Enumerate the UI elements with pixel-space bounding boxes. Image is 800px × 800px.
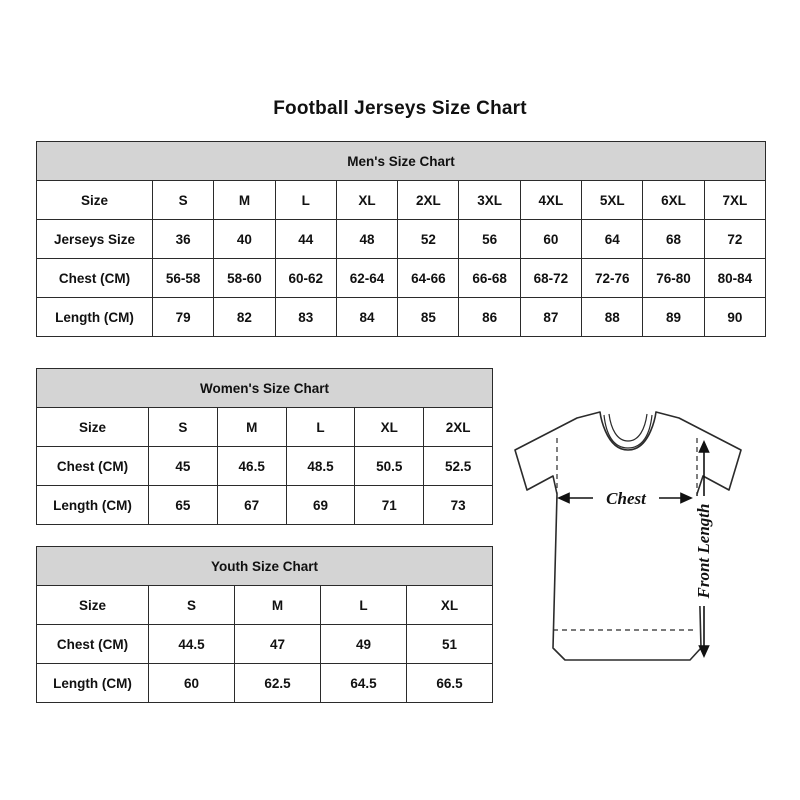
table-cell: 66.5 [407,664,493,703]
table-caption-row [37,369,493,408]
table-cell: 87 [520,298,581,337]
table-cell: 69 [286,486,355,525]
table-cell: 44.5 [149,625,235,664]
table-cell: 90 [704,298,765,337]
table-row [37,625,493,664]
column-header: L [275,181,336,220]
table-cell: 64 [582,220,643,259]
table-cell: 67 [217,486,286,525]
womens-size-chart-table [36,368,493,525]
table-cell: 48.5 [286,447,355,486]
table-cell: 66-68 [459,259,520,298]
row-header: Size [37,181,153,220]
row-header: Chest (CM) [37,447,149,486]
youth-size-chart-container [36,546,493,703]
column-header: S [149,408,218,447]
row-header: Length (CM) [37,298,153,337]
row-header: Jerseys Size [37,220,153,259]
table-cell: 56 [459,220,520,259]
table-cell: 45 [149,447,218,486]
womens-size-chart-container [36,368,493,525]
mens-size-chart-table [36,141,766,337]
front-length-label: Front Length [694,503,713,599]
table-cell: 62.5 [235,664,321,703]
table-row [37,447,493,486]
table-caption-row [37,142,766,181]
table-cell: 60 [520,220,581,259]
page-title: Football Jerseys Size Chart [273,98,527,119]
column-header: XL [336,181,397,220]
mens-table-caption: Men's Size Chart [37,142,766,181]
table-caption-row [37,547,493,586]
table-cell: 48 [336,220,397,259]
table-cell: 58-60 [214,259,275,298]
table-cell: 88 [582,298,643,337]
column-header: 3XL [459,181,520,220]
table-cell: 40 [214,220,275,259]
table-cell: 79 [153,298,214,337]
womens-table-caption: Women's Size Chart [37,369,493,408]
column-header: S [153,181,214,220]
table-cell: 73 [424,486,493,525]
table-cell: 60 [149,664,235,703]
column-header: 6XL [643,181,704,220]
youth-size-chart-table [36,546,493,703]
chest-label: Chest [606,489,646,508]
table-cell: 44 [275,220,336,259]
column-header: M [214,181,275,220]
jersey-measurement-diagram [505,398,775,688]
table-row [37,298,766,337]
table-cell: 60-62 [275,259,336,298]
table-cell: 50.5 [355,447,424,486]
table-cell: 36 [153,220,214,259]
column-header: M [217,408,286,447]
table-cell: 52.5 [424,447,493,486]
table-cell: 82 [214,298,275,337]
table-row [37,586,493,625]
table-cell: 80-84 [704,259,765,298]
table-row [37,486,493,525]
column-header: 7XL [704,181,765,220]
table-cell: 64.5 [321,664,407,703]
youth-table-caption: Youth Size Chart [37,547,493,586]
table-cell: 64-66 [398,259,459,298]
table-cell: 51 [407,625,493,664]
table-row [37,181,766,220]
table-cell: 68 [643,220,704,259]
table-cell: 85 [398,298,459,337]
column-header: 2XL [398,181,459,220]
column-header: S [149,586,235,625]
column-header: L [321,586,407,625]
table-cell: 49 [321,625,407,664]
table-cell: 71 [355,486,424,525]
table-cell: 83 [275,298,336,337]
table-cell: 56-58 [153,259,214,298]
column-header: 4XL [520,181,581,220]
row-header: Chest (CM) [37,625,149,664]
table-cell: 46.5 [217,447,286,486]
row-header: Chest (CM) [37,259,153,298]
table-cell: 68-72 [520,259,581,298]
table-row [37,664,493,703]
column-header: XL [407,586,493,625]
table-cell: 84 [336,298,397,337]
table-cell: 76-80 [643,259,704,298]
table-cell: 89 [643,298,704,337]
table-row [37,259,766,298]
table-cell: 72-76 [582,259,643,298]
mens-size-chart-container [36,141,766,337]
table-cell: 47 [235,625,321,664]
column-header: XL [355,408,424,447]
table-cell: 72 [704,220,765,259]
column-header: M [235,586,321,625]
table-row [37,220,766,259]
table-cell: 65 [149,486,218,525]
row-header: Size [37,408,149,447]
row-header: Size [37,586,149,625]
row-header: Length (CM) [37,664,149,703]
table-cell: 52 [398,220,459,259]
table-cell: 62-64 [336,259,397,298]
row-header: Length (CM) [37,486,149,525]
column-header: L [286,408,355,447]
column-header: 5XL [582,181,643,220]
column-header: 2XL [424,408,493,447]
table-cell: 86 [459,298,520,337]
table-row [37,408,493,447]
